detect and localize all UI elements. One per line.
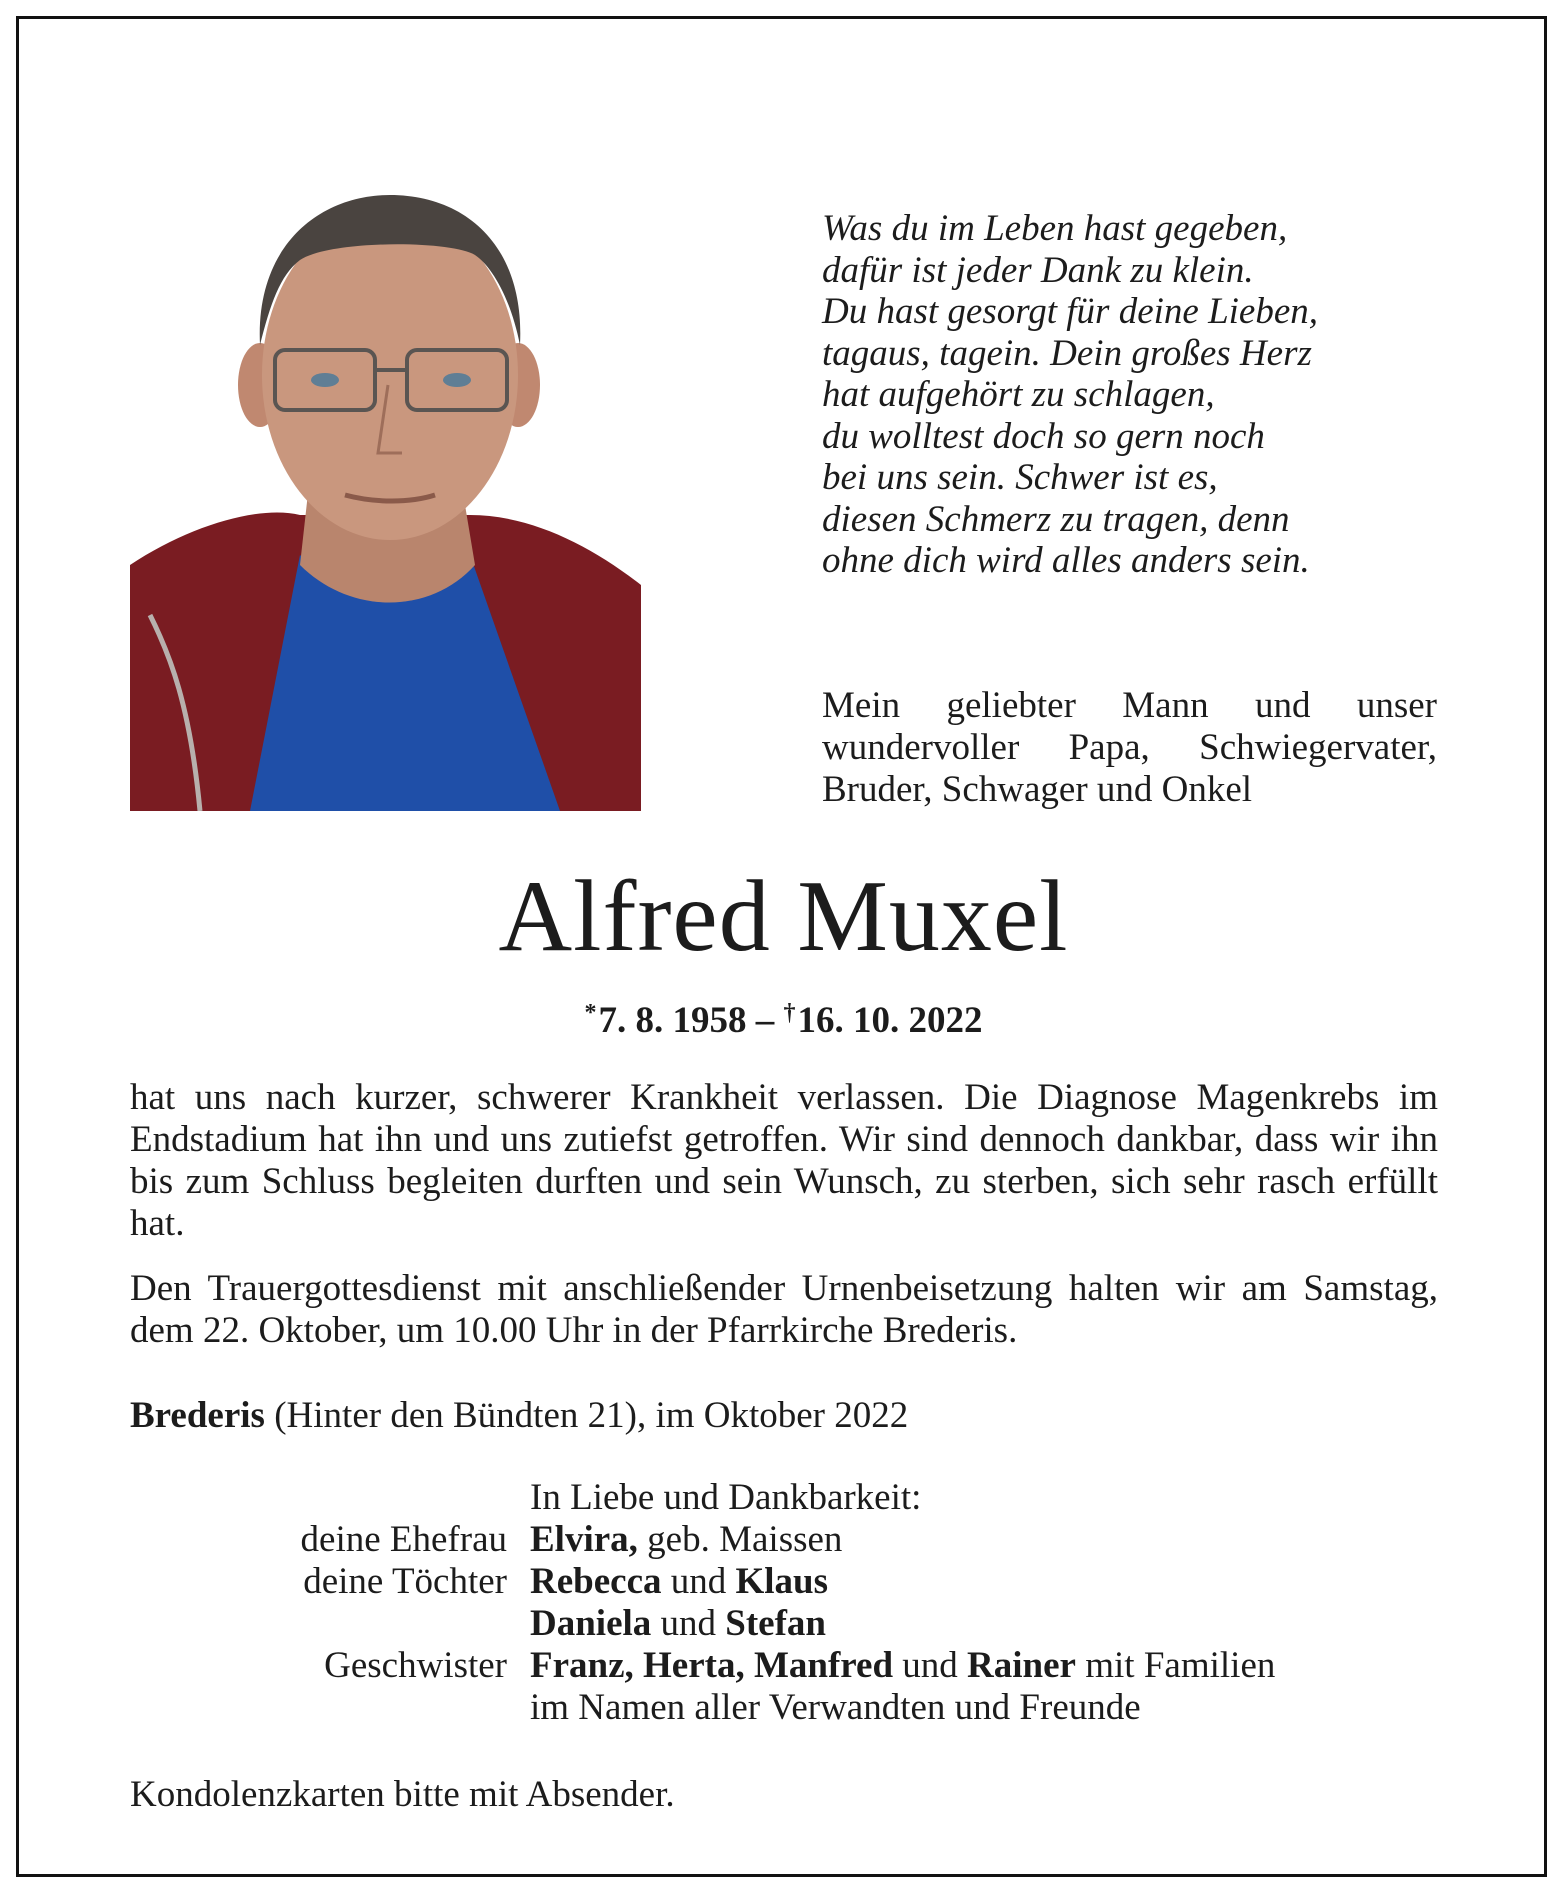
family-name: Stefan [725, 1603, 827, 1644]
announcement-paragraph: hat uns nach kurzer, schwerer Krankheit verlassen. Die Diagnose Magenkrebs im Endstadium hat ihn und uns zutiefst getroffen. Wir sind dennoch dankbar, dass wir ihn bis zum Schluss begleiten durften und sein Wunsch, zu sterben, sich sehr rasch erfüllt hat. [130, 1077, 1438, 1244]
family-conjunction: und [661, 1561, 736, 1602]
portrait-photo [130, 185, 641, 811]
relation-label: Geschwister [324, 1645, 507, 1686]
family-note: geb. Maissen [637, 1519, 843, 1560]
closing-note: Kondolenzkarten bitte mit Absender. [130, 1774, 675, 1815]
death-symbol: † [783, 1000, 796, 1026]
poem-line: du wolltest doch so gern noch [822, 415, 1265, 457]
relation-label: deine Ehefrau [300, 1519, 507, 1560]
poem-line: bei uns sein. Schwer ist es, [822, 457, 1218, 498]
poem-line: Du hast gesorgt für deine Lieben, [822, 291, 1319, 332]
poem-line: ohne dich wird alles anders sein. [822, 540, 1310, 581]
death-date: 16. 10. 2022 [797, 1000, 983, 1041]
family-signature [130, 1477, 1450, 1729]
family-row [130, 1477, 1450, 1519]
family-conjunction: und [893, 1645, 968, 1686]
poem [822, 208, 1442, 582]
family-name: Klaus [735, 1561, 829, 1602]
family-row [130, 1519, 1450, 1561]
life-dates [0, 991, 1567, 1043]
poem-line: hat aufgehört zu schlagen, [822, 374, 1215, 415]
family-heading: In Liebe und Dankbarkeit: [530, 1477, 922, 1518]
place-town: Brederis [130, 1395, 265, 1436]
place-date-line [130, 1395, 908, 1437]
date-separator: – [755, 1000, 775, 1041]
place-address: (Hinter den Bündten 21), im Oktober 2022 [264, 1395, 909, 1436]
poem-line: dafür ist jeder Dank zu klein. [822, 249, 1254, 291]
birth-date: 7. 8. 1958 [598, 1000, 747, 1041]
family-row [130, 1687, 1450, 1729]
intro-text: Mein geliebter Mann und unser wundervoller Papa, Schwiegervater, Bruder, Schwager und Onkel [822, 685, 1437, 810]
family-name: Rebecca [530, 1561, 662, 1602]
family-row [130, 1603, 1450, 1645]
poem-line: Was du im Leben hast gegeben, [822, 208, 1288, 249]
relation-label: deine Töchter [303, 1561, 507, 1602]
family-name: Daniela [530, 1603, 652, 1644]
deceased-name: Alfred Muxel [498, 860, 1069, 973]
poem-line: tagaus, tagein. Dein großes Herz [822, 332, 1312, 374]
family-conjunction: und [651, 1603, 726, 1644]
poem-line: diesen Schmerz zu tragen, denn [822, 498, 1290, 540]
family-relatives: im Namen aller Verwandten und Freunde [530, 1687, 1141, 1728]
family-name: Franz, Herta, Manfred [530, 1645, 894, 1686]
funeral-paragraph: Den Trauergottesdienst mit anschließender Urnenbeisetzung halten wir am Samstag, dem 22. Oktober, um 10.00 Uhr in der Pfarrkirche Brederis. [130, 1268, 1438, 1351]
family-name: Rainer [967, 1645, 1076, 1686]
family-name: Elvira, [530, 1519, 638, 1560]
family-row [130, 1645, 1450, 1687]
family-note: mit Familien [1075, 1645, 1276, 1686]
birth-symbol: * [584, 1000, 597, 1026]
family-row [130, 1561, 1450, 1603]
